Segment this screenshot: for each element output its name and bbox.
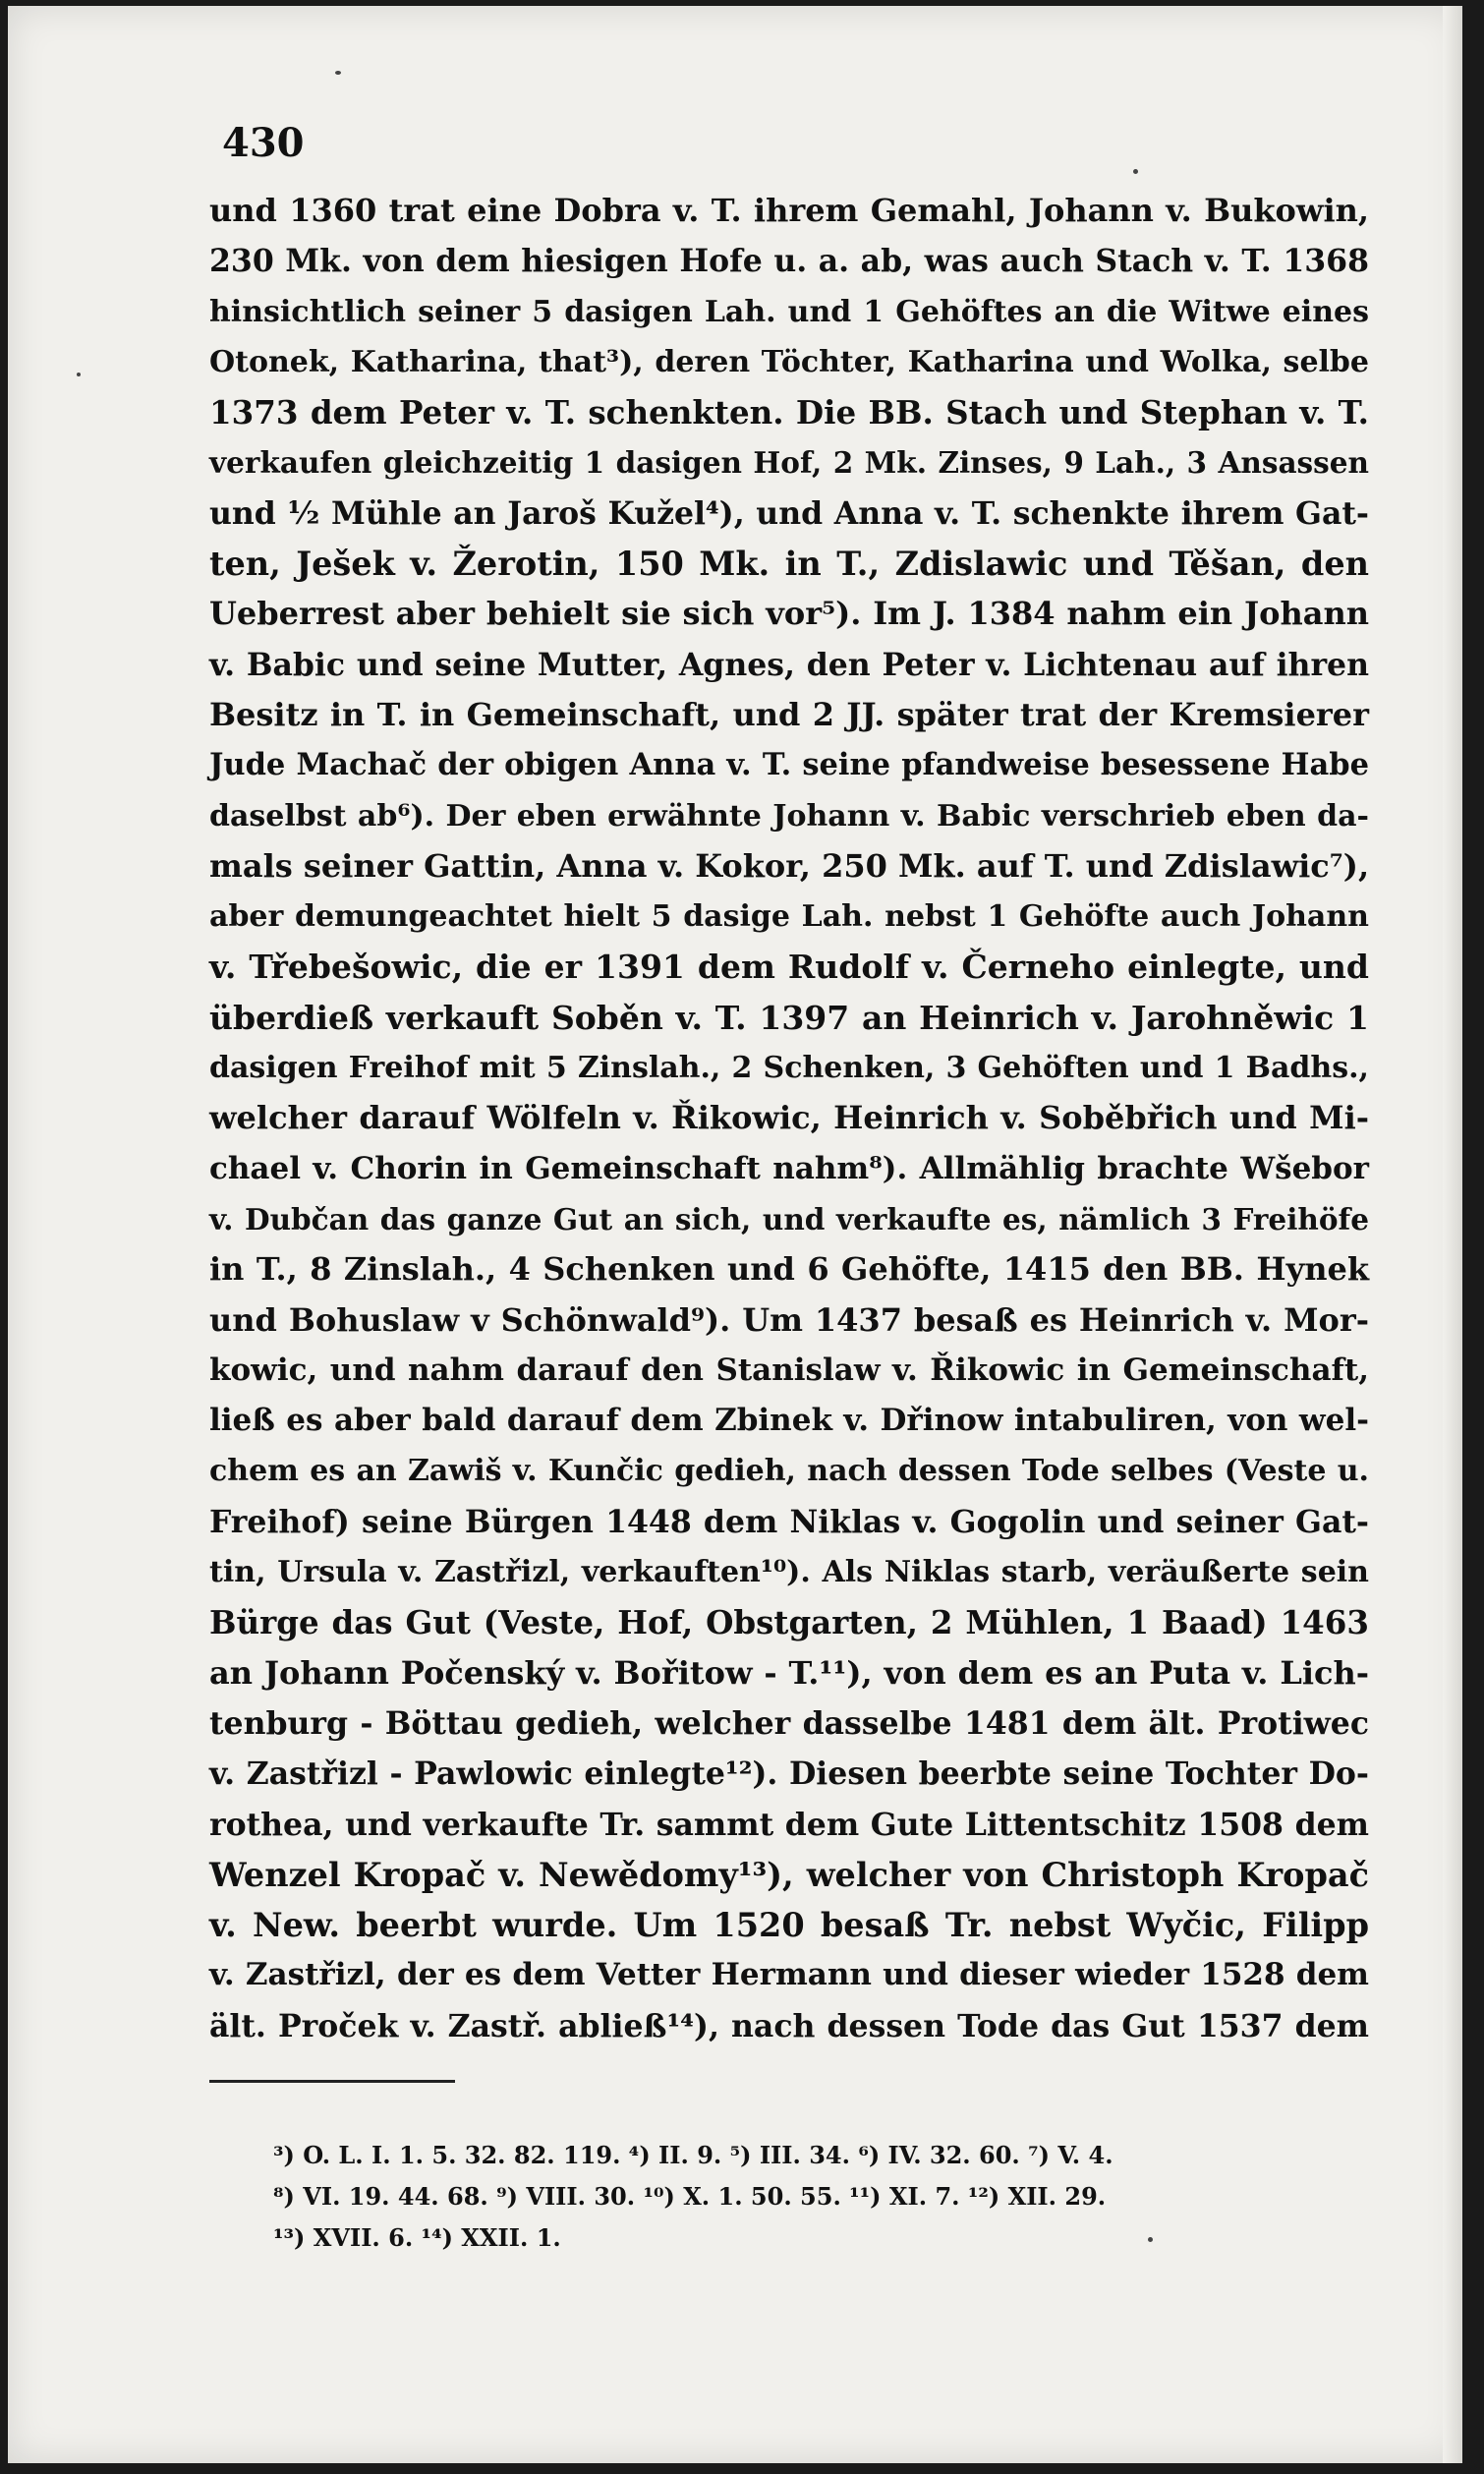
ink-speck (335, 71, 341, 75)
text-line: welcher darauf Wölfeln v. Řikowic, Heinrich v. Soběbřich und Mi- (209, 1099, 1369, 1137)
text-line: 230 Mk. von dem hiesigen Hofe u. a. ab, was auch Stach v. T. 1368 (209, 243, 1369, 280)
text-line: v. Babic und seine Mutter, Agnes, den Peter v. Lichtenau auf ihren (209, 646, 1369, 683)
body-text (209, 186, 1369, 2051)
text-line: v. Dubčan das ganze Gut an sich, und verkaufte es, nämlich 3 Freihöfe (209, 1201, 1369, 1237)
text-line: v. New. beerbt wurde. Um 1520 besaß Tr. nebst Wyčic, Filipp (209, 1906, 1369, 1945)
text-line: Freihof) seine Bürgen 1448 dem Niklas v. Gogolin und seiner Gat- (209, 1503, 1369, 1540)
text-line: ließ es aber bald darauf dem Zbinek v. Dřinow intabuliren, von wel- (209, 1403, 1369, 1439)
text-line: Wenzel Kropač v. Newědomy¹³), welcher von Christoph Kropač (209, 1855, 1369, 1894)
text-line: tenburg - Böttau gedieh, welcher dasselbe 1481 dem ält. Protiwec (209, 1704, 1369, 1742)
footnote-line: ⁸) VI. 19. 44. 68. ⁹) VIII. 30. ¹⁰) X. 1. 50. 55. ¹¹) XI. 7. ¹²) XII. 29. (273, 2182, 1107, 2211)
text-line: Besitz in T. in Gemeinschaft, und 2 JJ. später trat der Kremsierer (209, 695, 1369, 733)
footnote-line: ¹³) XVII. 6. ¹⁴) XXII. 1. (273, 2223, 561, 2252)
text-line: 1373 dem Peter v. T. schenkten. Die BB. Stach und Stephan v. T. (209, 393, 1369, 432)
text-line: rothea, und verkaufte Tr. sammt dem Gute Littentschitz 1508 dem (209, 1806, 1369, 1843)
text-line: hinsichtlich seiner 5 dasigen Lah. und 1 Gehöftes an die Witwe eines (209, 294, 1369, 329)
footnote-line: ³) O. L. I. 1. 5. 32. 82. 119. ⁴) II. 9. ⁵) III. 34. ⁶) IV. 32. 60. ⁷) V. 4. (273, 2141, 1113, 2169)
text-line: dasigen Freihof mit 5 Zinslah., 2 Schenken, 3 Gehöften und 1 Badhs., (209, 1051, 1369, 1086)
text-line: und Bohuslaw v Schönwald⁹). Um 1437 besaß es Heinrich v. Mor- (209, 1300, 1369, 1339)
text-line: chem es an Zawiš v. Kunčic gedieh, nach dessen Tode selbes (Veste u. (209, 1454, 1369, 1489)
text-line: aber demungeachtet hielt 5 dasige Lah. nebst 1 Gehöfte auch Johann (209, 899, 1369, 935)
text-line: v. Zastřizl - Pawlowic einlegte¹²). Diesen beerbte seine Tochter Do- (209, 1755, 1369, 1793)
text-line: mals seiner Gattin, Anna v. Kokor, 250 Mk. auf T. und Zdislawic⁷), (209, 846, 1370, 885)
text-line: an Johann Počenský v. Bořitow - T.¹¹), von dem es an Puta v. Lich- (209, 1653, 1369, 1692)
text-line: in T., 8 Zinslah., 4 Schenken und 6 Gehöfte, 1415 den BB. Hynek (209, 1250, 1369, 1289)
ink-speck (77, 373, 81, 376)
text-line: Otonek, Katharina, that³), deren Töchter, Katharina und Wolka, selbe (209, 344, 1369, 379)
text-line: Ueberrest aber behielt sie sich vor⁵). Im J. 1384 nahm ein Johann (209, 595, 1369, 633)
text-line: v. Zastřizl, der es dem Vetter Hermann und dieser wieder 1528 dem (209, 1957, 1369, 1993)
text-line: tin, Ursula v. Zastřizl, verkauften¹⁰). Als Niklas starb, veräußerte sein (209, 1555, 1369, 1590)
text-line: v. Třebešowic, die er 1391 dem Rudolf v. Černeho einlegte, und (209, 948, 1369, 987)
text-line: kowic, und nahm darauf den Stanislaw v. Řikowic in Gemeinschaft, (209, 1352, 1369, 1388)
text-line: und 1360 trat eine Dobra v. T. ihrem Gemahl, Johann v. Bukowin, (209, 192, 1369, 229)
text-line: Bürge das Gut (Veste, Hof, Obstgarten, 2 Mühlen, 1 Baad) 1463 (209, 1603, 1369, 1642)
footnote-rule (209, 2080, 455, 2083)
text-line: ten, Ješek v. Žerotin, 150 Mk. in T., Zdislawic und Těšan, den (209, 545, 1369, 584)
text-line: verkaufen gleichzeitig 1 dasigen Hof, 2 Mk. Zinses, 9 Lah., 3 Ansassen (209, 445, 1369, 481)
page-number: 430 (222, 120, 305, 166)
book-page (8, 6, 1462, 2463)
page-edge-shadow (1443, 6, 1462, 2463)
text-line: daselbst ab⁶). Der eben erwähnte Johann v. Babic verschrieb eben da- (209, 798, 1369, 834)
text-line: und ½ Mühle an Jaroš Kužel⁴), und Anna v. T. schenkte ihrem Gat- (209, 494, 1369, 532)
text-line: chael v. Chorin in Gemeinschaft nahm⁸). Allmählig brachte Wšebor (209, 1150, 1369, 1186)
text-line: Jude Machač der obigen Anna v. T. seine pfandweise besessene Habe (209, 747, 1369, 783)
ink-speck (1148, 2237, 1153, 2242)
ink-speck (1133, 169, 1138, 174)
text-line: überdieß verkauft Soběn v. T. 1397 an Heinrich v. Jarohněwic 1 (209, 998, 1369, 1037)
text-line: ält. Proček v. Zastř. abließ¹⁴), nach dessen Tode das Gut 1537 dem (209, 2007, 1369, 2044)
footnotes (273, 2135, 1369, 2259)
